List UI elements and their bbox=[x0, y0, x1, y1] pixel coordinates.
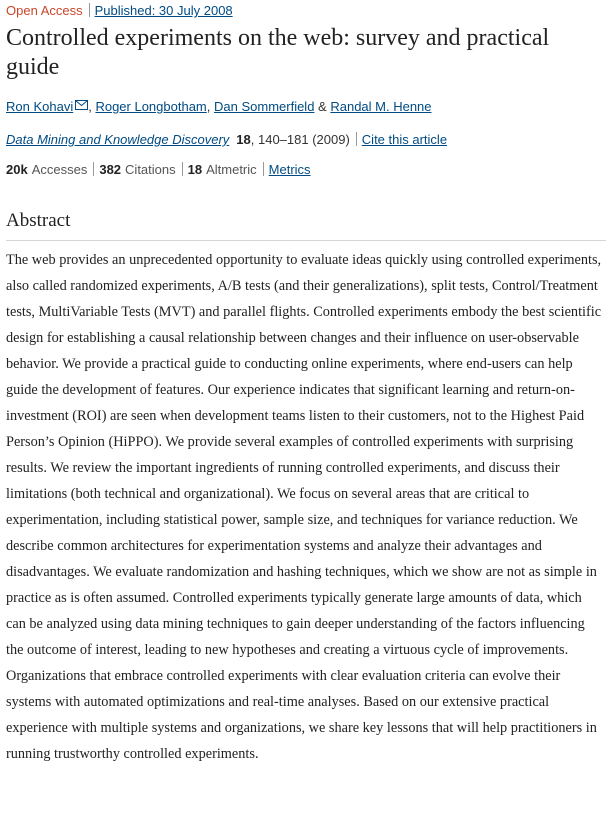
divider bbox=[263, 162, 264, 176]
citations-count: 382 bbox=[99, 162, 122, 177]
abstract-text: The web provides an unprecedented opportunity to evaluate ideas quickly using controlled experiments, also called randomized experiments, A/B tests (and their generalizations), split tests, Control/Treatment tests, MultiVariable Tests (MVT) and parallel flights. Controlled experiments embody the best scientific design for establishing a causal relationship between changes and their influence on user-observable behavior. We provide a practical guide to conducting online experiments, where end-users can help guide the development of features. Our experience indicates that significant learning and return-on-investment (ROI) are seen when development teams listen to their customers, not to the Highest Paid Person’s Opinion (HiPPO). We provide several examples of controlled experiments with surprising results. We review the important ingredients of running controlled experiments, and discuss their limitations (both technical and organizational). We focus on several areas that are critical to experimentation, including statistical power, sample size, and techniques for variance reduction. We describe common architectures for experimentation systems and analyze their advantages and disadvantages. We evaluate randomization and hashing techniques, which we show are not as simple in practice as is often assumed. Controlled experiments typically generate large amounts of data, which can be analyzed using data mining techniques to gain deeper understanding of the factors influencing the outcome of interest, leading to new hypotheses and creating a virtuous cycle of improvements. Organizations that embrace controlled experiments with clear evaluation criteria can evolve their systems with automated optimizations and real-time analyses. Based on our extensive practical experience with multiple systems and organizations, we share key lessons that will help practitioners in running trustworthy controlled experiments. bbox=[6, 252, 602, 762]
journal-link[interactable]: Data Mining and Knowledge Discovery bbox=[6, 132, 230, 147]
author-separator: & bbox=[314, 99, 331, 114]
author-separator: , bbox=[206, 99, 214, 114]
section-divider bbox=[6, 240, 606, 241]
published-date-link[interactable]: Published: 30 July 2008 bbox=[94, 3, 233, 18]
divider bbox=[93, 162, 94, 176]
divider bbox=[89, 3, 90, 17]
accesses-count: 20k bbox=[6, 162, 28, 177]
metrics-link[interactable]: Metrics bbox=[268, 162, 311, 177]
altmetric-score: 18 bbox=[187, 162, 203, 177]
author-link[interactable]: Dan Sommerfield bbox=[214, 99, 315, 114]
citation-row bbox=[6, 131, 447, 148]
author-link[interactable]: Ron Kohavi bbox=[6, 99, 74, 114]
cite-article-link[interactable]: Cite this article bbox=[361, 132, 448, 147]
author-list bbox=[6, 97, 432, 115]
journal-volume: 18 bbox=[236, 132, 251, 147]
abstract-heading: Abstract bbox=[6, 210, 71, 231]
citations-label: Citations bbox=[125, 162, 176, 177]
pages-year: , 140–181 (2009) bbox=[250, 132, 350, 147]
mail-icon[interactable] bbox=[75, 97, 88, 114]
altmetric-label: Altmetric bbox=[206, 162, 257, 177]
accesses-label: Accesses bbox=[31, 162, 88, 177]
divider bbox=[356, 132, 357, 146]
author-link[interactable]: Roger Longbotham bbox=[95, 99, 207, 114]
divider bbox=[182, 162, 183, 176]
open-access-badge: Open Access bbox=[6, 3, 83, 18]
access-row bbox=[6, 2, 233, 19]
article-title: Controlled experiments on the web: survey and practical guide bbox=[6, 25, 550, 80]
metrics-row bbox=[6, 161, 311, 178]
author-link[interactable]: Randal M. Henne bbox=[330, 99, 432, 114]
author-separator: , bbox=[88, 99, 96, 114]
